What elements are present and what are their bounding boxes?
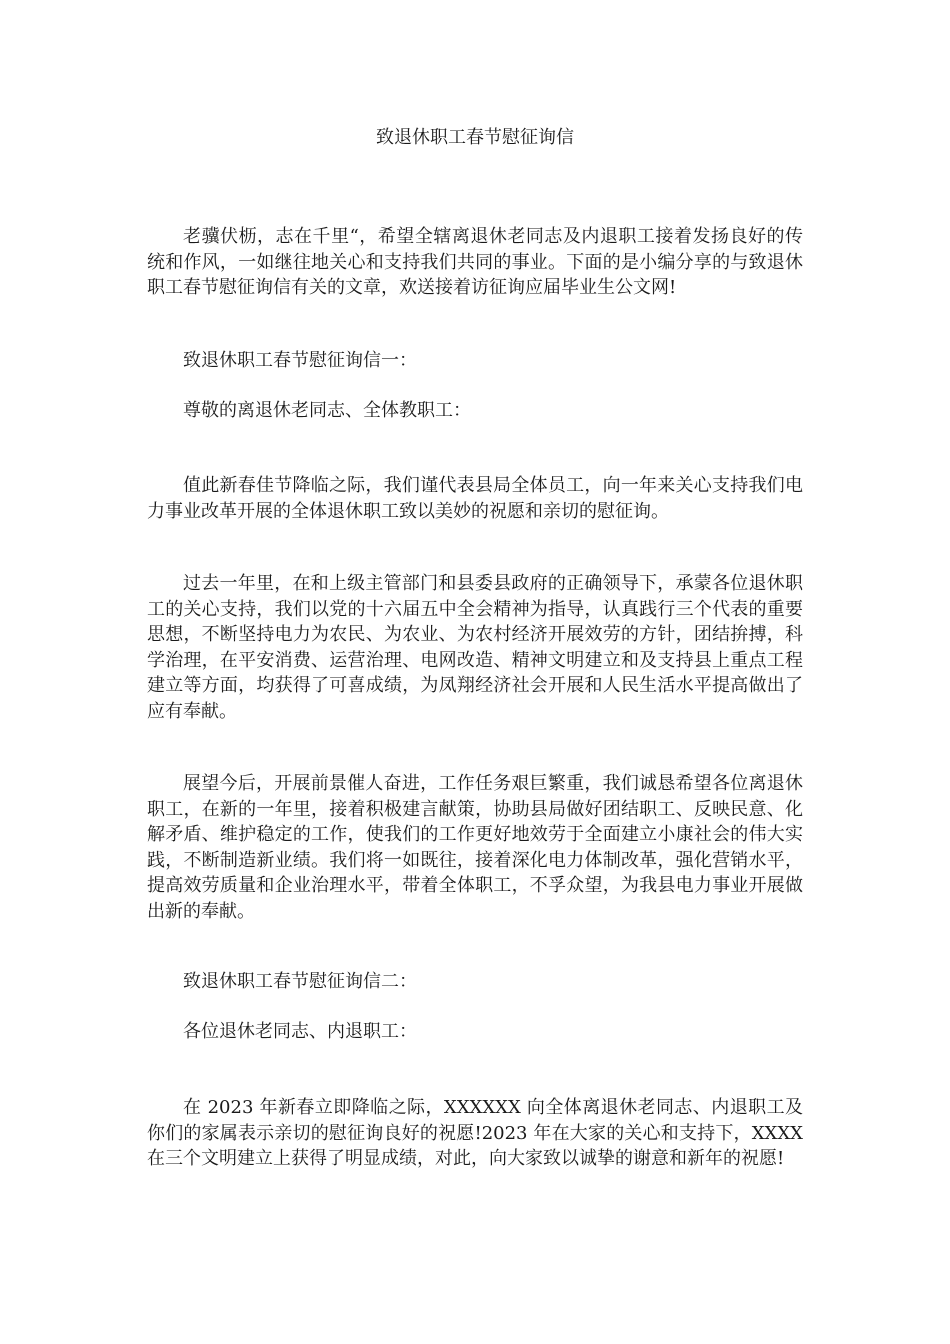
letter1-paragraph-1: 值此新春佳节降临之际，我们谨代表县局全体员工，向一年来关心支持我们电力事业改革开展的全体退休职工致以美妙的祝愿和亲切的慰征询。 bbox=[147, 475, 803, 522]
letter2-salutation: 各位退休老同志、内退职工： bbox=[183, 1021, 417, 1042]
letter2-heading: 致退休职工春节慰征询信二： bbox=[183, 971, 417, 992]
letter1-heading: 致退休职工春节慰征询信一： bbox=[183, 350, 417, 371]
letter1-paragraph-2: 过去一年里，在和上级主管部门和县委县政府的正确领导下，承蒙各位退休职工的关心支持，我们以党的十六届五中全会精神为指导，认真践行三个代表的重要思想，不断坚持电力为农民、为农业、为农村经济开展效劳的方针，团结拚搏，科学治理，在平安消费、运营治理、电网改造、精神文明建立和及支持县上重点工程建立等方面，均获得了可喜成绩，为凤翔经济社会开展和人民生活水平提高做出了应有奉献。 bbox=[147, 573, 803, 722]
intro-paragraph: 老骥伏枥，志在千里“，希望全辖离退休老同志及内退职工接着发扬良好的传统和作风，一如继往地关心和支持我们共同的事业。下面的是小编分享的与致退休职工春节慰征询信有关的文章，欢送接着访征询应届毕业生公文网! bbox=[147, 226, 803, 298]
document-title: 致退休职工春节慰征询信 bbox=[376, 127, 574, 148]
letter2-paragraph-1: 在 2023 年新春立即降临之际，XXXXXX 向全体离退休老同志、内退职工及你们的家属表示亲切的慰征询良好的祝愿!2023 年在大家的关心和支持下，XXXX 在三个文明建立上获得了明显成绩，对此，向大家致以诚挚的谢意和新年的祝愿! bbox=[147, 1097, 803, 1169]
letter1-paragraph-3: 展望今后，开展前景催人奋进，工作任务艰巨繁重，我们诚恳希望各位离退休职工，在新的一年里，接着积极建言献策，协助县局做好团结职工、反映民意、化解矛盾、维护稳定的工作，使我们的工作更好地效劳于全面建立小康社会的伟大实践，不断制造新业绩。我们将一如既往，接着深化电力体制改革，强化营销水平，提高效劳质量和企业治理水平，带着全体职工，不孚众望，为我县电力事业开展做出新的奉献。 bbox=[147, 773, 803, 922]
letter1-salutation: 尊敬的离退休老同志、全体教职工： bbox=[183, 400, 471, 421]
